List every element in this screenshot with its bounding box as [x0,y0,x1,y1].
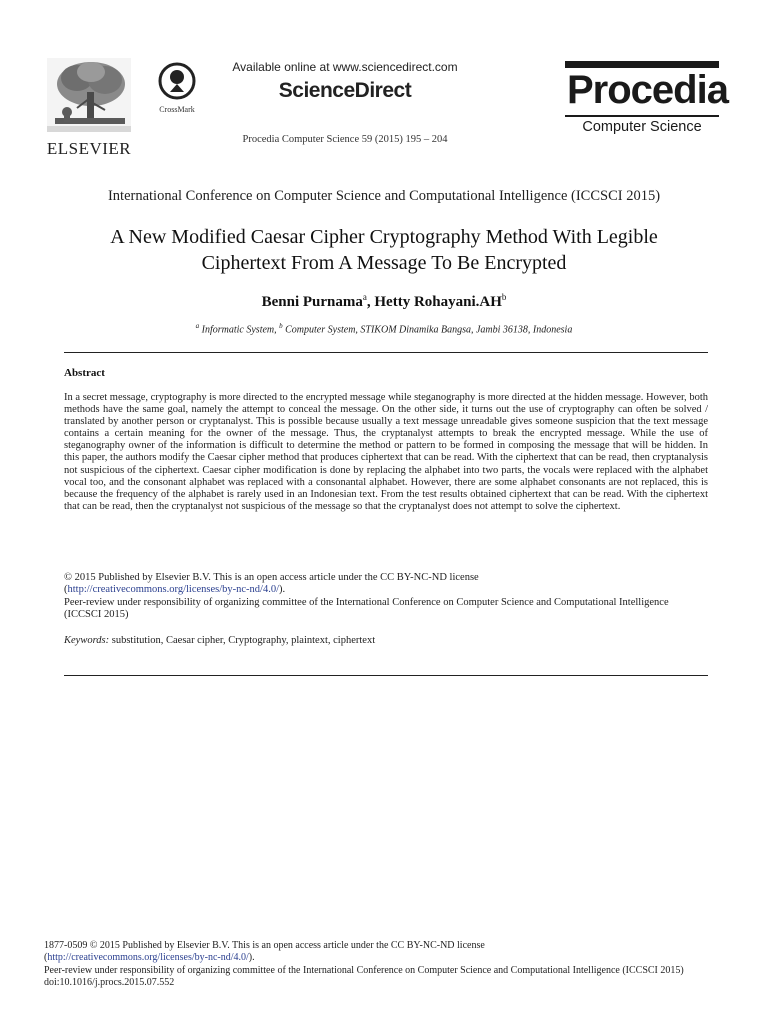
crossmark-icon [158,62,196,100]
keywords-values: substitution, Caesar cipher, Cryptography, plaintext, ciphertext [109,635,376,646]
keywords [64,635,708,646]
license-block [64,572,708,622]
elsevier-tree-icon [47,58,131,132]
footer-issn-license: 1877-0509 © 2015 Published by Elsevier B.V. This is an open access article under the CC BY-NC-ND license [44,940,485,951]
affiliation-b-text: Computer System, STIKOM Dinamika Bangsa, Jambi 36138, Indonesia [282,324,573,336]
procedia-divider [565,115,719,117]
abstract-heading: Abstract [64,367,105,379]
footer-open-paren: ( [44,952,48,964]
paper-title-line-2: Ciphertext From A Message To Be Encrypted [201,252,567,274]
elsevier-logo [44,58,134,158]
footer-peer-review: Peer-review under responsibility of organizing committee of the International Conference on Computer Science and Computational Intelligence (ICCSCI 2015) [44,964,684,976]
author-2-superscript: b [501,292,507,302]
license-link[interactable]: http://creativecommons.org/licenses/by-nc-nd/4.0/ [67,584,280,596]
footer-close-paren: ). [248,952,255,964]
affiliation-a-text: Informatic System, [199,324,280,336]
affiliation-b-marker: b [279,322,283,330]
crossmark-label: CrossMark [159,105,195,114]
keywords-label: Keywords: [64,635,110,646]
procedia-subtitle: Computer Science [582,119,702,135]
license-close-paren: ). [279,584,286,596]
author-list [40,292,728,311]
abstract-top-divider [64,352,708,353]
procedia-top-bar [565,61,719,68]
available-online-text: Available online at www.sciencedirect.com [232,60,458,74]
abstract-bottom-divider [64,675,708,676]
page-footer [44,940,724,990]
peer-review-statement: Peer-review under responsibility of organizing committee of the International Conference on Computer Science and Computational Intelligence (ICCSCI 2015) [64,596,669,621]
paper-title-line-1: A New Modified Caesar Cipher Cryptography Method With Legible [110,226,658,248]
crossmark-badge[interactable] [152,62,202,114]
affiliation-a-marker: a [195,322,200,330]
procedia-logo [565,61,728,138]
affiliation [40,322,728,335]
sciencedirect-logo: ScienceDirect [278,79,412,102]
author-1-superscript: a [362,292,367,302]
footer-license-link[interactable]: http://creativecommons.org/licenses/by-nc-nd/4.0/ [47,952,249,964]
abstract-body: In a secret message, cryptography is more directed to the encrypted message while steganography is more directed at the hidden message. However, both methods have the same goal, namely the attempt to conceal the message. On the other side, it turns out the use of cryptography can often be solved / translated by another person or cryptanalyst. This is possible because usually a text message unreadable gives someone suspicion that the text message contains a certain meaning for the owner of the message. Thus, the cryptanalyst attempts to break the encrypted message. While the use of steganography owner of the information is difficult to determine the method or pattern to be formed in composing the message that will be hidden. In this paper, the authors modify the Caesar cipher method that produces ciphertext that can be read. With the ciphertext that can be read, then cryptanalysis not suspicious of the ciphertext. Caesar cipher modification is done by replacing the alphabet into two parts, the vocals were replaced with the alphabet vocal too, and the consonant alphabet was replaced with a consonantal alphabet. However, there are some alphabet consonants are not replaced, this is because the frequency of the alphabet is rarely used in an Indonesian text. From the test results obtained ciphertext that can be read. With the ciphertext that can be read, then the cryptanalyst not suspicious of the message so that the cryptanalyst does not attempt to solve the ciphertext. [64,392,708,512]
publisher-name: ELSEVIER [46,139,132,158]
footer-link-line [44,952,724,964]
license-link-line [64,584,708,596]
author-1: Benni Purnama [261,294,363,310]
paper-title [40,224,728,276]
journal-reference: Procedia Computer Science 59 (2015) 195 – 204 [242,134,448,145]
author-2: Hetty Rohayani.AH [374,294,502,310]
conference-name: International Conference on Computer Science and Computational Intelligence (ICCSCI 2015) [107,188,661,204]
license-open-paren: ( [64,584,68,596]
license-statement: © 2015 Published by Elsevier B.V. This is an open access article under the CC BY-NC-ND license [64,572,479,583]
author-separator: , [366,294,375,310]
procedia-title: Procedia [567,68,728,112]
footer-doi[interactable]: doi:10.1016/j.procs.2015.07.552 [44,977,175,989]
